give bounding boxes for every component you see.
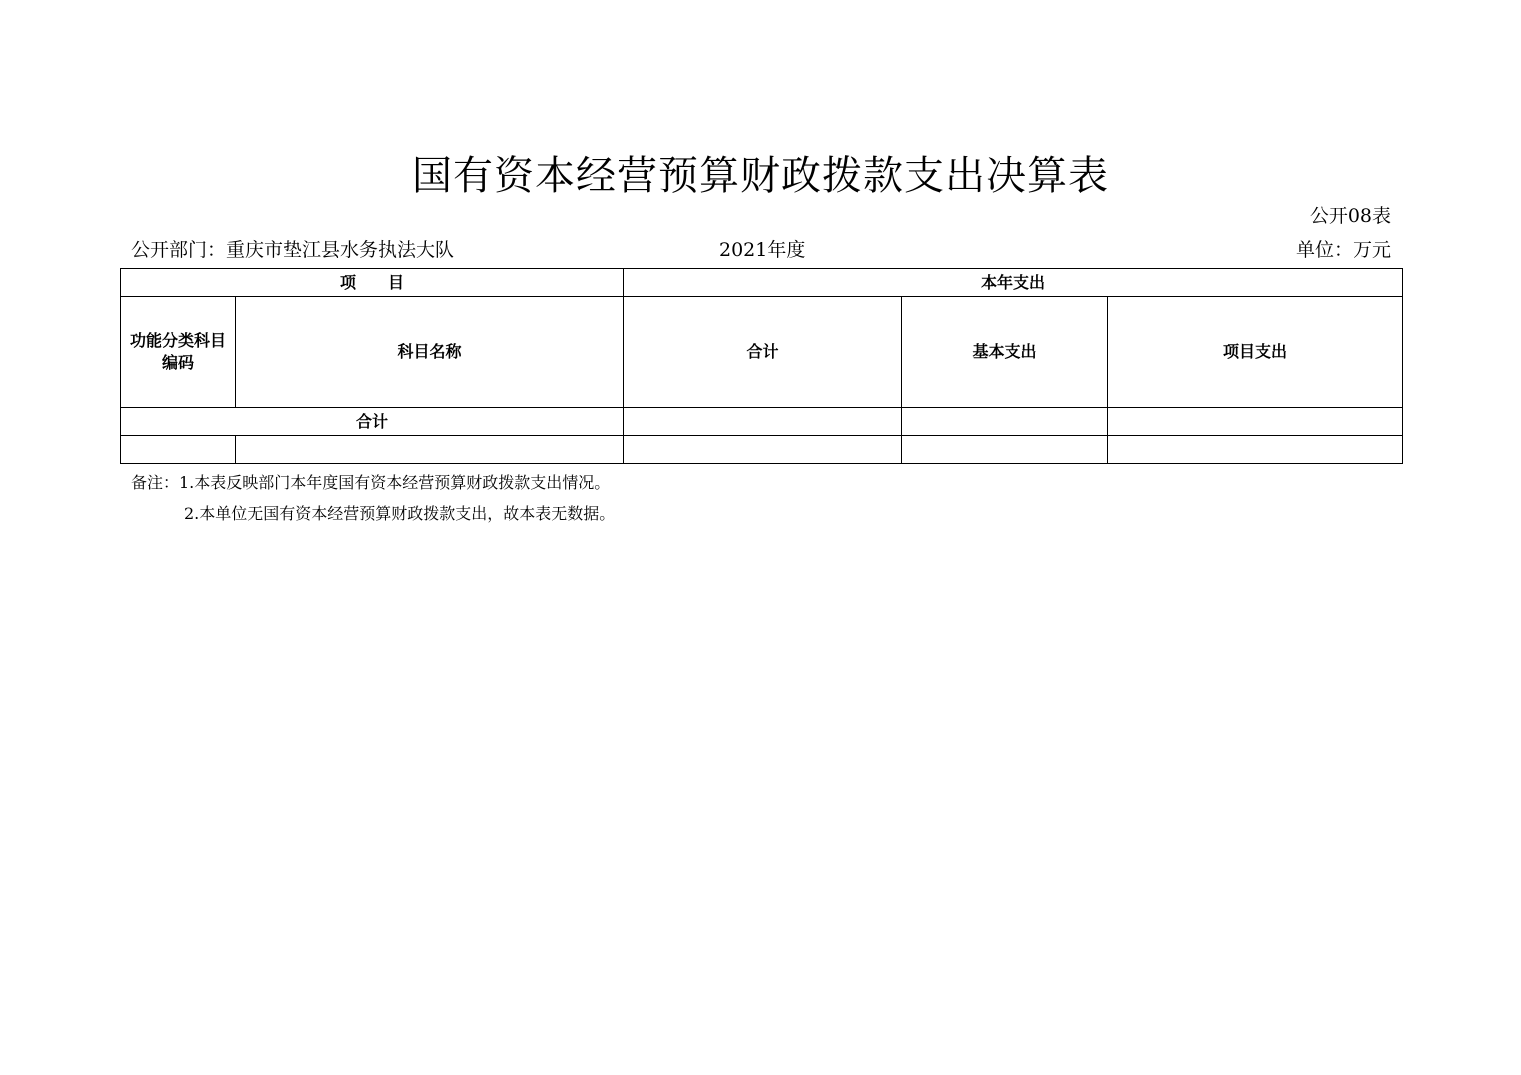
row-project (1108, 436, 1403, 464)
form-number: 公开08表 (1309, 205, 1391, 227)
page-title: 国有资本经营预算财政拨款支出决算表 (412, 153, 1109, 199)
total-row-total (624, 408, 902, 436)
header-project-char2: 目 (388, 272, 405, 292)
row-basic (902, 436, 1108, 464)
fiscal-year: 2021年度 (719, 239, 806, 261)
total-row-project (1108, 408, 1403, 436)
subheader-total: 合计 (624, 297, 902, 408)
table-row (121, 436, 1403, 464)
total-row-basic (902, 408, 1108, 436)
total-row-label: 合计 (121, 408, 624, 436)
meta-row (131, 236, 1391, 264)
subheader-name: 科目名称 (236, 297, 624, 408)
row-code (121, 436, 236, 464)
row-name (236, 436, 624, 464)
unit-label: 单位：万元 (1295, 239, 1391, 261)
header-current-year-expense: 本年支出 (624, 269, 1403, 297)
subheader-code: 功能分类科目编码 (121, 297, 236, 408)
subheader-project: 项目支出 (1108, 297, 1403, 408)
subheader-basic: 基本支出 (902, 297, 1108, 408)
note-line-2: 2.本单位无国有资本经营预算财政拨款支出，故本表无数据。 (184, 504, 616, 523)
department-label: 公开部门：重庆市垫江县水务执法大队 (131, 239, 455, 261)
header-project-char1: 项 (339, 272, 356, 292)
table-header-row (121, 269, 1403, 297)
note-line-1: 备注：1.本表反映部门本年度国有资本经营预算财政拨款支出情况。 (131, 473, 611, 492)
table-subheader-row (121, 297, 1403, 408)
header-project (121, 269, 624, 297)
total-row (121, 408, 1403, 436)
row-total (624, 436, 902, 464)
budget-table (120, 268, 1403, 464)
